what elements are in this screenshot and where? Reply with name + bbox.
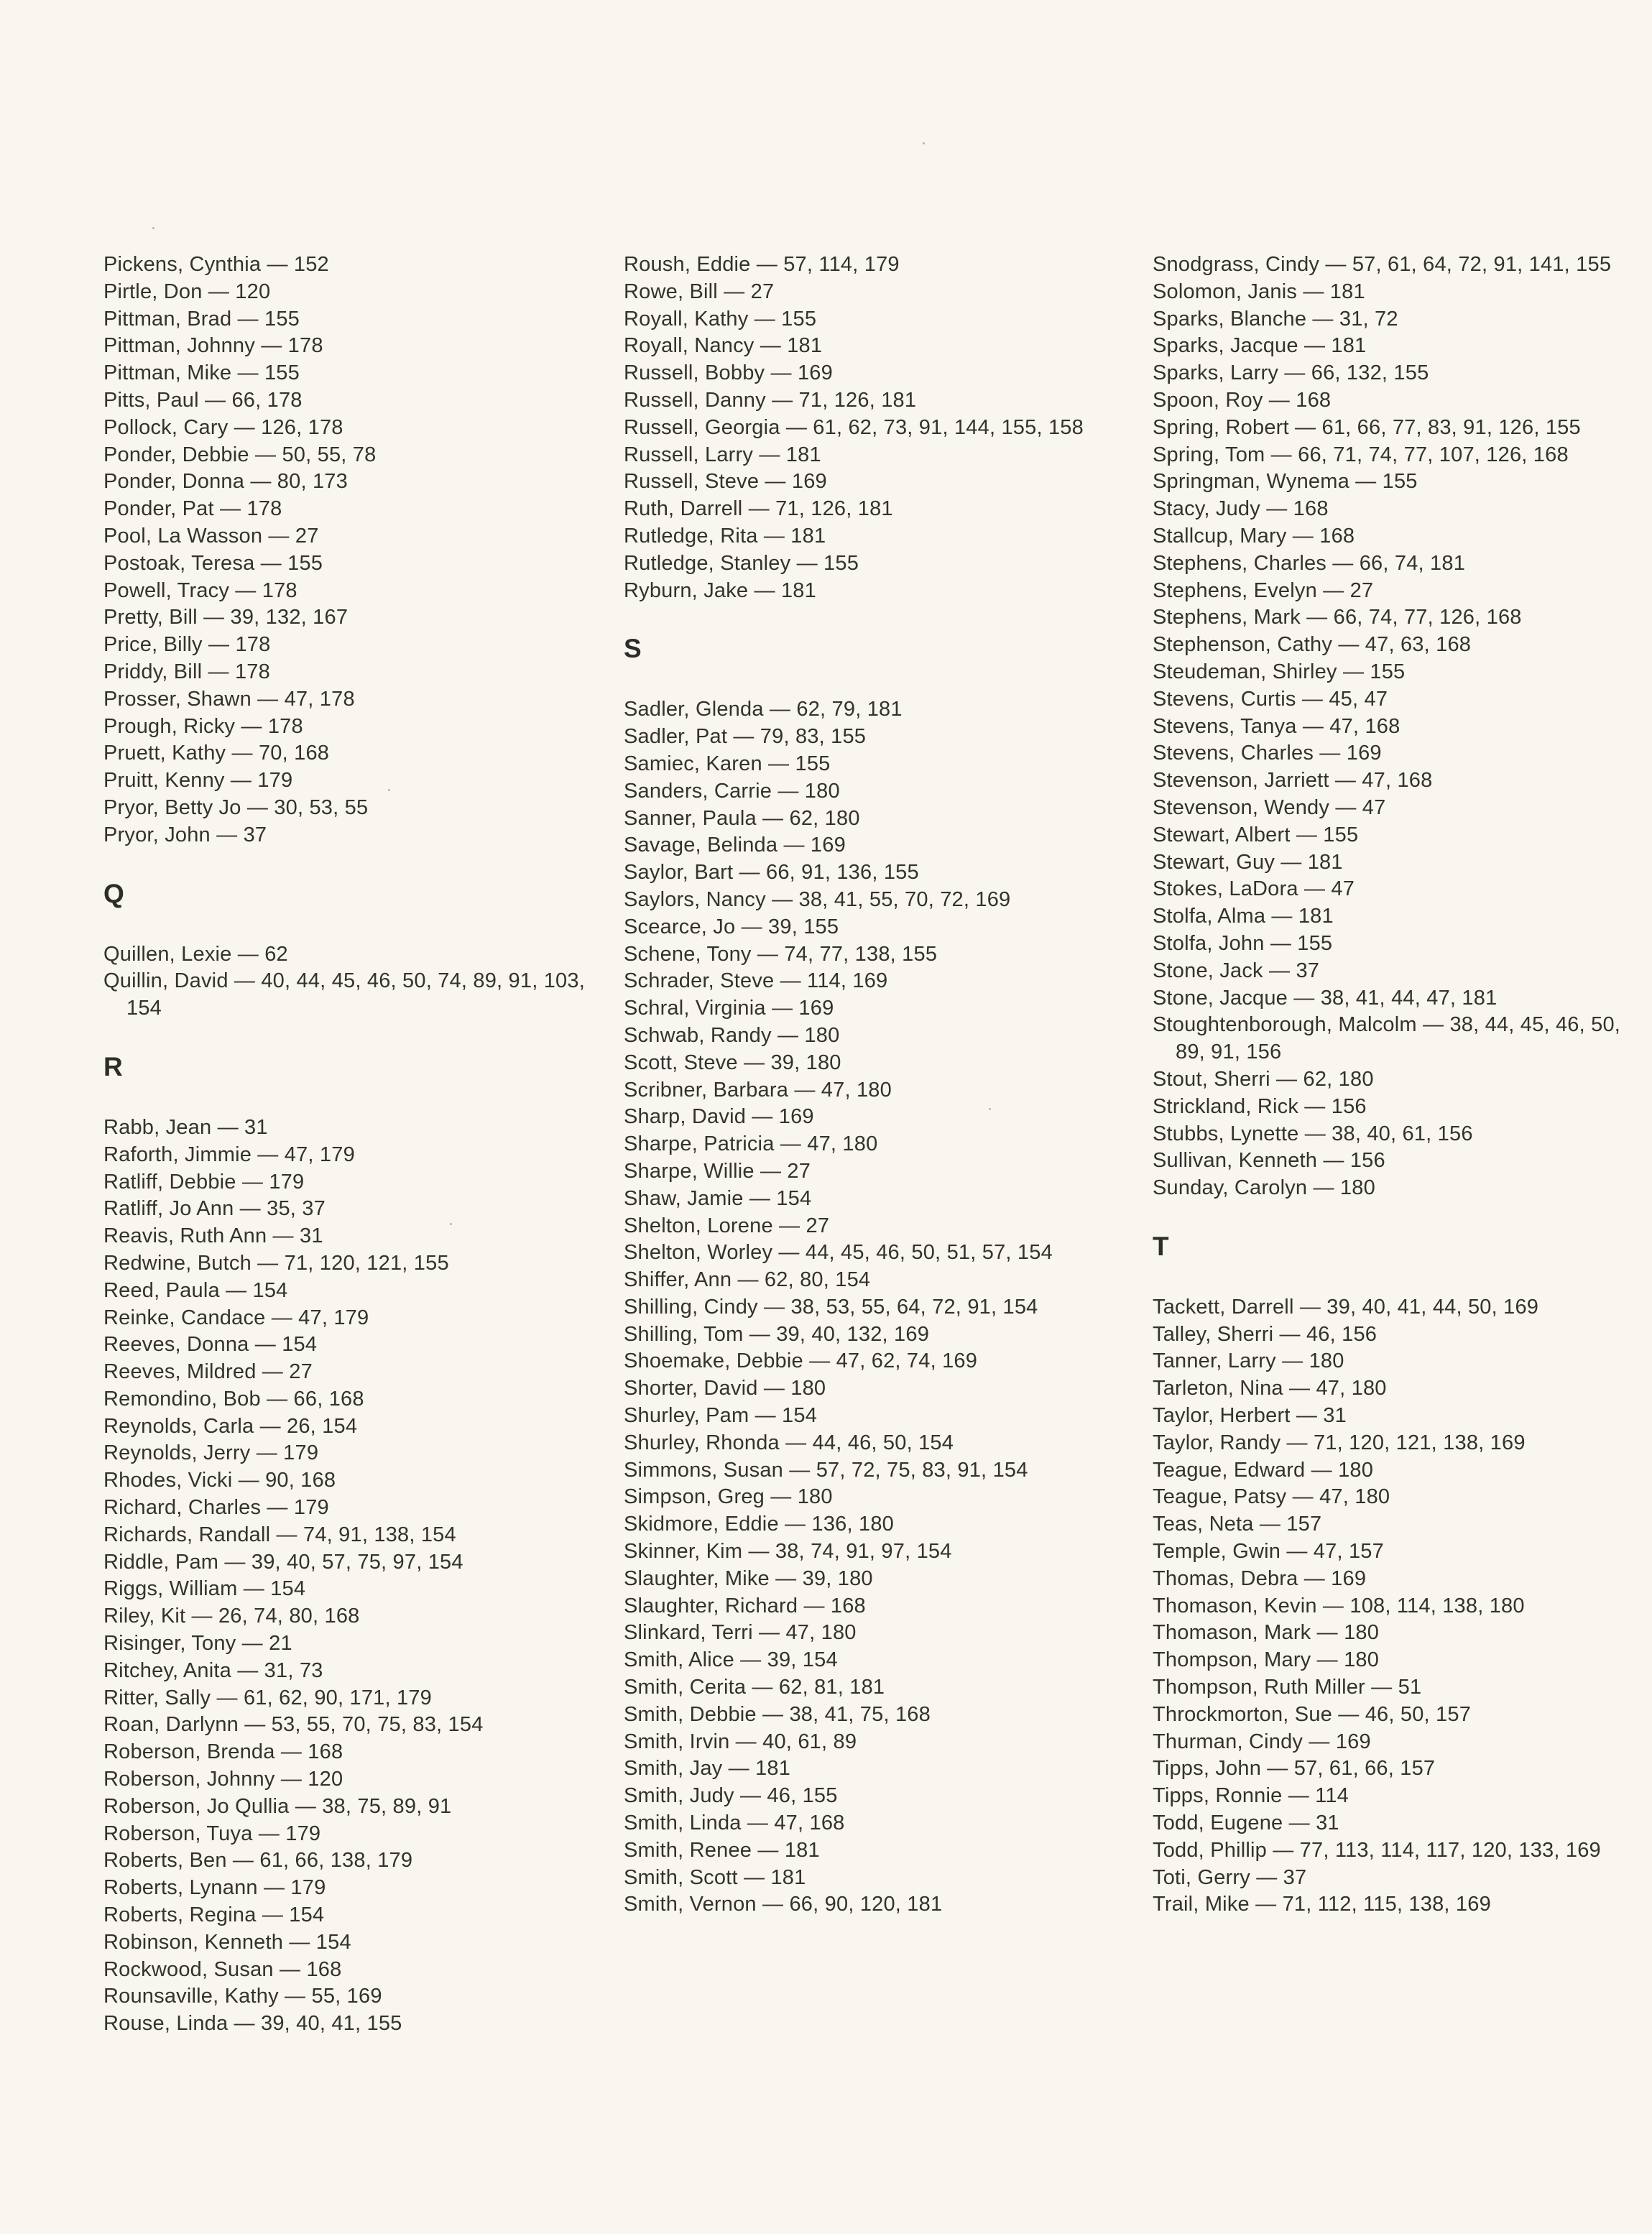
index-entry: Ratliff, Debbie — 179: [103, 1170, 305, 1194]
index-entry: Reinke, Candace — 47, 179: [103, 1306, 369, 1329]
index-entry: Pryor, John — 37: [103, 823, 267, 846]
index-entry: Ryburn, Jake — 181: [624, 578, 816, 602]
index-entry: Richard, Charles — 179: [103, 1496, 329, 1520]
index-entry: Trail, Mike — 71, 112, 115, 138, 169: [1153, 1893, 1491, 1916]
index-entry: Rabb, Jean — 31: [103, 1115, 268, 1139]
index-entry: Schene, Tony — 74, 77, 138, 155: [624, 942, 938, 966]
index-entry: Pirtle, Don — 120: [103, 280, 271, 303]
index-entry: Taylor, Herbert — 31: [1153, 1404, 1347, 1428]
index-entry: Shorter, David — 180: [624, 1377, 826, 1400]
index-entry: Teague, Edward — 180: [1153, 1458, 1374, 1482]
index-entry: Scott, Steve — 39, 180: [624, 1051, 841, 1074]
index-entry: Smith, Debbie — 38, 41, 75, 168: [624, 1702, 931, 1726]
index-entry: Richards, Randall — 74, 91, 138, 154: [103, 1523, 456, 1546]
index-entry: Smith, Renee — 181: [624, 1838, 820, 1862]
index-entry: Spoon, Roy — 168: [1153, 388, 1332, 412]
index-entry: Shiffer, Ann — 62, 80, 154: [624, 1268, 871, 1292]
index-entry: Saylors, Nancy — 38, 41, 55, 70, 72, 169: [624, 887, 1011, 911]
index-entry: Thompson, Ruth Miller — 51: [1153, 1676, 1422, 1699]
index-entry: Rounsaville, Kathy — 55, 169: [103, 1985, 382, 2008]
index-entry: Shoemake, Debbie — 47, 62, 74, 169: [624, 1349, 978, 1373]
index-entry: Stephens, Evelyn — 27: [1153, 578, 1374, 602]
index-entry: Pittman, Brad — 155: [103, 307, 300, 331]
index-entry: Schral, Virginia — 169: [624, 997, 834, 1020]
index-entry: Thompson, Mary — 180: [1153, 1648, 1380, 1672]
index-entry: Rouse, Linda — 39, 40, 41, 155: [103, 2012, 402, 2036]
index-entry: Sharpe, Willie — 27: [624, 1159, 811, 1183]
index-entry: Priddy, Bill — 178: [103, 660, 270, 683]
paper-speck: [388, 789, 390, 791]
section-letter: S: [624, 634, 642, 664]
index-entry: Tarleton, Nina — 47, 180: [1153, 1377, 1387, 1400]
index-entry: Powell, Tracy — 178: [103, 578, 297, 602]
index-entry: Roberts, Regina — 154: [103, 1903, 325, 1927]
index-entry: Smith, Alice — 39, 154: [624, 1648, 838, 1672]
index-entry: Reeves, Donna — 154: [103, 1333, 318, 1357]
index-entry: Todd, Phillip — 77, 113, 114, 117, 120, 133, 169: [1153, 1838, 1601, 1862]
index-entry: Pollock, Cary — 126, 178: [103, 415, 343, 439]
index-entry: Shurley, Rhonda — 44, 46, 50, 154: [624, 1431, 954, 1454]
index-entry: Shurley, Pam — 154: [624, 1404, 818, 1428]
index-entry: Rockwood, Susan — 168: [103, 1957, 342, 1981]
index-entry: Schwab, Randy — 180: [624, 1023, 840, 1047]
index-entry: Stevens, Tanya — 47, 168: [1153, 714, 1400, 738]
index-entry: Smith, Cerita — 62, 81, 181: [624, 1676, 885, 1699]
index-entry: Roberts, Lynann — 179: [103, 1876, 326, 1900]
index-entry: Smith, Irvin — 40, 61, 89: [624, 1730, 857, 1753]
index-entry: Roberson, Jo Qullia — 38, 75, 89, 91: [103, 1794, 452, 1818]
index-entry: Savage, Belinda — 169: [624, 834, 846, 857]
index-entry: Reynolds, Jerry — 179: [103, 1441, 319, 1465]
index-entry: Stevenson, Wendy — 47: [1153, 795, 1386, 819]
index-entry: Sparks, Larry — 66, 132, 155: [1153, 361, 1429, 385]
index-entry: Ponder, Pat — 178: [103, 497, 282, 521]
index-entry: Tipps, John — 57, 61, 66, 157: [1153, 1757, 1436, 1781]
paper-speck: [152, 227, 154, 229]
index-entry: Spring, Tom — 66, 71, 74, 77, 107, 126, 168: [1153, 443, 1569, 466]
index-entry: Pittman, Johnny — 178: [103, 334, 323, 358]
index-entry: Solomon, Janis — 181: [1153, 280, 1365, 303]
index-entry: Sanner, Paula — 62, 180: [624, 806, 860, 830]
index-entry: Roberts, Ben — 61, 66, 138, 179: [103, 1849, 413, 1873]
index-entry: Robinson, Kenneth — 154: [103, 1930, 351, 1954]
section-letter: R: [103, 1051, 123, 1081]
index-entry: Stevens, Charles — 169: [1153, 742, 1382, 765]
index-entry: Stokes, LaDora — 47: [1153, 877, 1355, 901]
index-entry: Redwine, Butch — 71, 120, 121, 155: [103, 1251, 449, 1275]
index-column-2: [624, 251, 1112, 1919]
index-entry: Pretty, Bill — 39, 132, 167: [103, 606, 349, 629]
index-entry: Risinger, Tony — 21: [103, 1632, 292, 1656]
index-entry: Russell, Georgia — 61, 62, 73, 91, 144, 155, 158: [624, 415, 1084, 439]
index-entry: Riddle, Pam — 39, 40, 57, 75, 97, 154: [103, 1550, 463, 1574]
index-entry: Shelton, Worley — 44, 45, 46, 50, 51, 57, 154: [624, 1241, 1053, 1265]
index-entry: Thurman, Cindy — 169: [1153, 1730, 1371, 1753]
index-entry: Stevens, Curtis — 45, 47: [1153, 687, 1388, 711]
index-entry: Pool, La Wasson — 27: [103, 524, 319, 548]
index-entry: Smith, Vernon — 66, 90, 120, 181: [624, 1893, 943, 1916]
index-entry: Ratliff, Jo Ann — 35, 37: [103, 1197, 326, 1221]
index-entry: Russell, Larry — 181: [624, 443, 821, 466]
index-entry: Stolfa, John — 155: [1153, 931, 1333, 955]
index-column-3: [1153, 251, 1627, 1919]
index-entry: Roberson, Brenda — 168: [103, 1740, 343, 1764]
index-entry: Stevenson, Jarriett — 47, 168: [1153, 769, 1433, 793]
index-entry: Simpson, Greg — 180: [624, 1485, 833, 1509]
index-entry: Prough, Ricky — 178: [103, 714, 303, 738]
index-entry: Rhodes, Vicki — 90, 168: [103, 1469, 336, 1492]
index-entry: Steudeman, Shirley — 155: [1153, 660, 1406, 683]
index-entry: Stephens, Mark — 66, 74, 77, 126, 168: [1153, 606, 1522, 629]
index-entry: Roberson, Tuya — 179: [103, 1822, 321, 1845]
index-entry: Talley, Sherri — 46, 156: [1153, 1322, 1378, 1346]
index-entry: Stallcup, Mary — 168: [1153, 524, 1355, 548]
index-column-1: [103, 251, 592, 2038]
index-entry: Todd, Eugene — 31: [1153, 1811, 1339, 1835]
index-entry: Ponder, Debbie — 50, 55, 78: [103, 443, 377, 466]
index-entry: Russell, Steve — 169: [624, 470, 827, 494]
index-entry: Stephenson, Cathy — 47, 63, 168: [1153, 633, 1472, 657]
index-entry: Tipps, Ronnie — 114: [1153, 1784, 1349, 1808]
index-entry: Sparks, Jacque — 181: [1153, 334, 1367, 358]
index-entry: Pruett, Kathy — 70, 168: [103, 742, 330, 765]
index-entry: Temple, Gwin — 47, 157: [1153, 1540, 1384, 1564]
index-entry: Pittman, Mike — 155: [103, 361, 300, 385]
index-entry: Stewart, Albert — 155: [1153, 823, 1359, 846]
index-entry: Royall, Kathy — 155: [624, 307, 817, 331]
index-entry: Stone, Jacque — 38, 41, 44, 47, 181: [1153, 986, 1498, 1010]
index-entry: Springman, Wynema — 155: [1153, 470, 1418, 494]
index-entry: Strickland, Rick — 156: [1153, 1094, 1367, 1118]
index-entry: Sadler, Pat — 79, 83, 155: [624, 725, 867, 749]
index-entry: Roush, Eddie — 57, 114, 179: [624, 253, 900, 276]
index-entry: Sharpe, Patricia — 47, 180: [624, 1132, 878, 1156]
index-entry: Postoak, Teresa — 155: [103, 551, 323, 575]
index-entry: Rutledge, Rita — 181: [624, 524, 826, 548]
index-entry: Schrader, Steve — 114, 169: [624, 969, 888, 993]
index-entry: Reed, Paula — 154: [103, 1278, 288, 1302]
index-entry: Remondino, Bob — 66, 168: [103, 1387, 364, 1411]
index-entry: Sanders, Carrie — 180: [624, 779, 840, 803]
index-entry: Thomason, Mark — 180: [1153, 1621, 1380, 1645]
index-entry: Tanner, Larry — 180: [1153, 1349, 1344, 1373]
index-entry: Slaughter, Richard — 168: [624, 1594, 866, 1617]
index-entry: Riley, Kit — 26, 74, 80, 168: [103, 1605, 360, 1628]
index-entry: Pickens, Cynthia — 152: [103, 253, 329, 276]
index-entry: Sharp, David — 169: [624, 1105, 814, 1129]
index-entry: Stolfa, Alma — 181: [1153, 905, 1334, 928]
index-entry: Ruth, Darrell — 71, 126, 181: [624, 497, 893, 521]
index-entry: Stephens, Charles — 66, 74, 181: [1153, 551, 1466, 575]
index-entry: Saylor, Bart — 66, 91, 136, 155: [624, 861, 919, 885]
section-letter: T: [1153, 1231, 1169, 1261]
section-letter: Q: [103, 878, 124, 908]
index-entry: Shilling, Tom — 39, 40, 132, 169: [624, 1322, 930, 1346]
index-entry: Stone, Jack — 37: [1153, 959, 1320, 982]
index-entry: Scribner, Barbara — 47, 180: [624, 1078, 892, 1102]
index-entry: Rutledge, Stanley — 155: [624, 551, 859, 575]
index-entry: Smith, Jay — 181: [624, 1757, 791, 1781]
index-entry: Pitts, Paul — 66, 178: [103, 388, 303, 412]
paper-speck: [989, 1108, 991, 1110]
index-entry: Spring, Robert — 61, 66, 77, 83, 91, 126, 155: [1153, 415, 1581, 439]
index-entry: Royall, Nancy — 181: [624, 334, 823, 358]
index-entry: Prosser, Shawn — 47, 178: [103, 687, 355, 711]
index-entry: Ritter, Sally — 61, 62, 90, 171, 179: [103, 1686, 432, 1709]
index-entry: Reeves, Mildred — 27: [103, 1360, 313, 1384]
index-entry: Slinkard, Terri — 47, 180: [624, 1621, 857, 1645]
index-entry: Sparks, Blanche — 31, 72: [1153, 307, 1398, 331]
index-entry: Rowe, Bill — 27: [624, 280, 775, 303]
index-entry: Smith, Scott — 181: [624, 1865, 806, 1889]
index-entry: Shelton, Lorene — 27: [624, 1214, 830, 1237]
index-entry: Teague, Patsy — 47, 180: [1153, 1485, 1390, 1509]
index-entry: Simmons, Susan — 57, 72, 75, 83, 91, 154: [624, 1458, 1028, 1482]
paper-speck: [923, 142, 925, 144]
index-entry: Teas, Neta — 157: [1153, 1513, 1322, 1536]
index-entry: Sunday, Carolyn — 180: [1153, 1176, 1375, 1200]
index-entry: Tackett, Darrell — 39, 40, 41, 44, 50, 169: [1153, 1295, 1539, 1319]
index-entry: Toti, Gerry — 37: [1153, 1865, 1307, 1889]
index-entry: Quillen, Lexie — 62: [103, 942, 288, 966]
index-entry: Sullivan, Kenneth — 156: [1153, 1149, 1385, 1173]
index-entry: Reynolds, Carla — 26, 154: [103, 1414, 358, 1438]
index-entry: Quillin, David — 40, 44, 45, 46, 50, 74, 89, 91, 103, 154: [103, 969, 585, 1020]
index-entry: Russell, Danny — 71, 126, 181: [624, 388, 917, 412]
index-entry: Pruitt, Kenny — 179: [103, 769, 293, 793]
index-entry: Ponder, Donna — 80, 173: [103, 470, 348, 494]
index-entry: Roan, Darlynn — 53, 55, 70, 75, 83, 154: [103, 1713, 484, 1737]
index-entry: Skidmore, Eddie — 136, 180: [624, 1513, 894, 1536]
index-entry: Stoughtenborough, Malcolm — 38, 44, 45, 46, 50, 89, 91, 156: [1153, 1013, 1621, 1064]
index-entry: Sadler, Glenda — 62, 79, 181: [624, 698, 903, 721]
index-entry: Russell, Bobby — 169: [624, 361, 833, 385]
index-entry: Ritchey, Anita — 31, 73: [103, 1658, 323, 1682]
index-entry: Snodgrass, Cindy — 57, 61, 64, 72, 91, 141, 155: [1153, 253, 1612, 276]
index-entry: Scearce, Jo — 39, 155: [624, 915, 839, 938]
index-entry: Smith, Judy — 46, 155: [624, 1784, 838, 1808]
index-entry: Shilling, Cindy — 38, 53, 55, 64, 72, 91, 154: [624, 1295, 1038, 1319]
index-entry: Throckmorton, Sue — 46, 50, 157: [1153, 1702, 1472, 1726]
index-entry: Samiec, Karen — 155: [624, 752, 831, 775]
index-entry: Stewart, Guy — 181: [1153, 850, 1343, 874]
index-entry: Stubbs, Lynette — 38, 40, 61, 156: [1153, 1122, 1473, 1145]
index-entry: Shaw, Jamie — 154: [624, 1186, 812, 1210]
index-entry: Thomas, Debra — 169: [1153, 1566, 1367, 1590]
index-entry: Skinner, Kim — 38, 74, 91, 97, 154: [624, 1540, 952, 1564]
index-entry: Thomason, Kevin — 108, 114, 138, 180: [1153, 1594, 1525, 1617]
index-entry: Riggs, William — 154: [103, 1577, 306, 1601]
index-entry: Raforth, Jimmie — 47, 179: [103, 1143, 355, 1166]
index-entry: Taylor, Randy — 71, 120, 121, 138, 169: [1153, 1431, 1526, 1454]
index-entry: Smith, Linda — 47, 168: [624, 1811, 845, 1835]
index-entry: Roberson, Johnny — 120: [103, 1768, 343, 1791]
paper-speck: [450, 1223, 452, 1225]
index-entry: Price, Billy — 178: [103, 633, 271, 657]
index-entry: Stout, Sherri — 62, 180: [1153, 1067, 1374, 1091]
index-entry: Reavis, Ruth Ann — 31: [103, 1224, 323, 1248]
index-entry: Pryor, Betty Jo — 30, 53, 55: [103, 795, 369, 819]
index-entry: Slaughter, Mike — 39, 180: [624, 1566, 873, 1590]
index-entry: Stacy, Judy — 168: [1153, 497, 1329, 521]
